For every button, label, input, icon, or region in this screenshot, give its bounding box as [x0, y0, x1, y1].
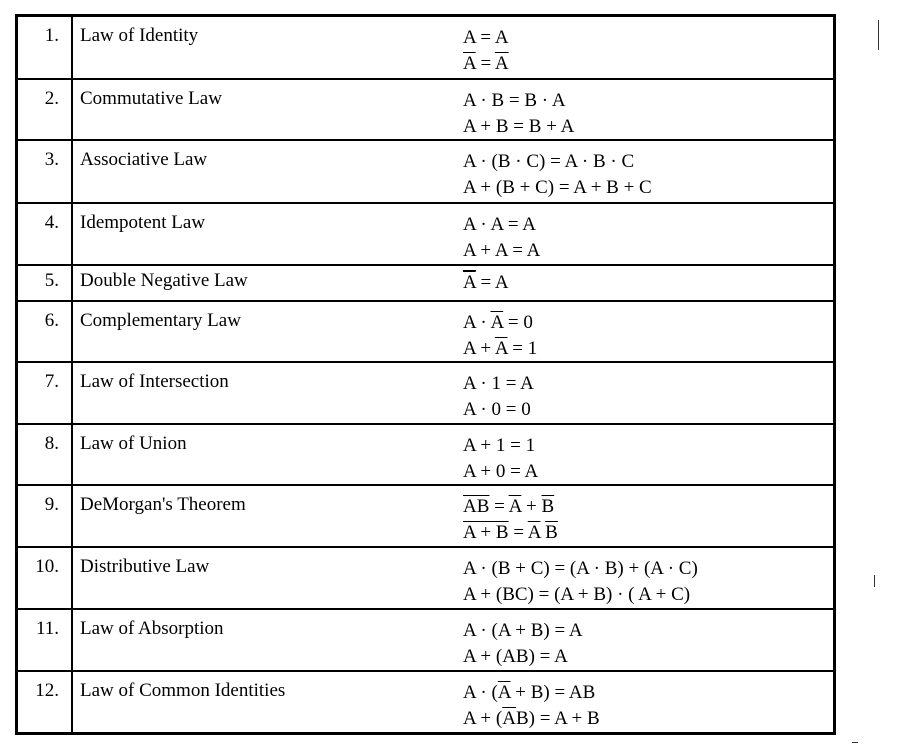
equation-2: $A + (\overline{A}B) = A + B$	[463, 708, 600, 729]
overlined-term: $\overline{A}$	[494, 53, 509, 74]
overlined-term: $\overline{A}$	[502, 708, 516, 729]
overlined-term: $\overline{A}$	[490, 312, 504, 333]
table-row	[18, 141, 833, 204]
law-number: 10.	[18, 548, 73, 608]
table-row	[18, 302, 833, 363]
law-equations	[457, 204, 833, 264]
table-row	[18, 17, 833, 80]
overlined-term: $\overline{A}$	[497, 682, 511, 703]
overlined-term: $\overline{B}$	[541, 496, 555, 517]
equation-1: A · (B · C) = A · B · C	[463, 151, 635, 172]
law-name: Law of Identity	[80, 25, 199, 46]
law-equations	[457, 672, 833, 732]
equation-2: $A + B = \overline{A}$ $\overline{B}$	[463, 522, 558, 543]
equation-1: A = A	[463, 27, 509, 48]
law-name: Complementary Law	[80, 310, 241, 331]
law-name: Double Negative Law	[80, 270, 248, 291]
law-equations	[457, 363, 833, 423]
law-equations	[457, 302, 833, 361]
equation-1: A · A = A	[463, 214, 537, 235]
equation-1: $A \cdot \overline{A} = 0$	[463, 312, 533, 333]
equation-2: $A + \overline{A} = 1$	[463, 338, 538, 359]
law-equations	[457, 80, 833, 139]
law-number: 6.	[18, 302, 73, 361]
table-row	[18, 363, 833, 425]
law-name: Law of Union	[80, 433, 187, 454]
law-name: Law of Common Identities	[80, 680, 286, 701]
law-number: 9.	[18, 486, 73, 546]
table-row	[18, 204, 833, 266]
equation-1: A · B = B · A	[463, 90, 566, 111]
law-name: Commutative Law	[80, 88, 222, 109]
equation-2: A + A = A	[463, 240, 541, 261]
law-name: Idempotent Law	[80, 212, 206, 233]
law-equations	[457, 425, 833, 484]
overlined-term: $\overline{A}$	[527, 522, 541, 543]
equation-2: A + B = B + A	[463, 116, 575, 137]
equation-1: $\overline{AB} = \overline{A} + \overline{B}$	[463, 496, 555, 517]
table-row	[18, 610, 833, 672]
law-equations	[457, 17, 833, 78]
law-name: DeMorgan's Theorem	[80, 494, 246, 515]
law-equations	[457, 610, 833, 670]
equation-2: A + (B + C) = A + B + C	[463, 177, 652, 198]
scan-artifact-mark	[878, 20, 879, 50]
table-row	[18, 425, 833, 486]
law-name: Law of Intersection	[80, 371, 229, 392]
equation-1: A · (A + B) = A	[463, 620, 583, 641]
law-number: 7.	[18, 363, 73, 423]
law-equations	[457, 486, 833, 546]
scan-artifact-mark	[874, 575, 875, 587]
table-row	[18, 266, 833, 302]
law-name: Associative Law	[80, 149, 208, 170]
law-number: 11.	[18, 610, 73, 670]
double-overlined-term: $\overline{A}$	[463, 272, 476, 293]
equation-1: $A \cdot (\overline{A} + B)$ = AB	[463, 682, 596, 703]
equation-1: A · 1 = A	[463, 373, 534, 394]
overlined-term: $\overline{AB}$	[463, 496, 490, 517]
law-number: 5.	[18, 266, 73, 300]
law-number: 8.	[18, 425, 73, 484]
overlined-term: $\overline{A}$	[463, 53, 476, 74]
law-number: 12.	[18, 672, 73, 732]
law-equations	[457, 266, 833, 300]
equation-2: A · 0 = 0	[463, 399, 531, 420]
boolean-laws-table	[15, 14, 836, 735]
equation-2: $\overline{A} = \overline{A}$	[463, 53, 509, 74]
law-name: Distributive Law	[80, 556, 210, 577]
equation-2: A + (AB) = A	[463, 646, 568, 667]
table-row	[18, 548, 833, 610]
scan-artifact-mark	[852, 742, 858, 743]
law-equations	[457, 141, 833, 202]
law-equations	[457, 548, 833, 608]
equation-2: A + (BC) = (A + B) · ( A + C)	[463, 584, 691, 605]
equation-1: A + 1 = 1	[463, 435, 536, 456]
overlined-term: $\overline{B}$	[545, 522, 558, 543]
table-row	[18, 486, 833, 548]
law-name: Law of Absorption	[80, 618, 224, 639]
overlined-term: A + B	[463, 522, 509, 543]
table-row	[18, 672, 833, 732]
overlined-term: $\overline{A}$	[494, 338, 508, 359]
overlined-term: $\overline{A}$	[508, 496, 522, 517]
law-number: 2.	[18, 80, 73, 139]
table-row	[18, 80, 833, 141]
law-number: 3.	[18, 141, 73, 202]
equation-1: A · (B + C) = (A · B) + (A · C)	[463, 558, 698, 579]
equation-1: $\overline{A} = A$	[463, 272, 509, 293]
law-number: 4.	[18, 204, 73, 264]
law-number: 1.	[18, 17, 73, 78]
equation-2: A + 0 = A	[463, 461, 539, 482]
